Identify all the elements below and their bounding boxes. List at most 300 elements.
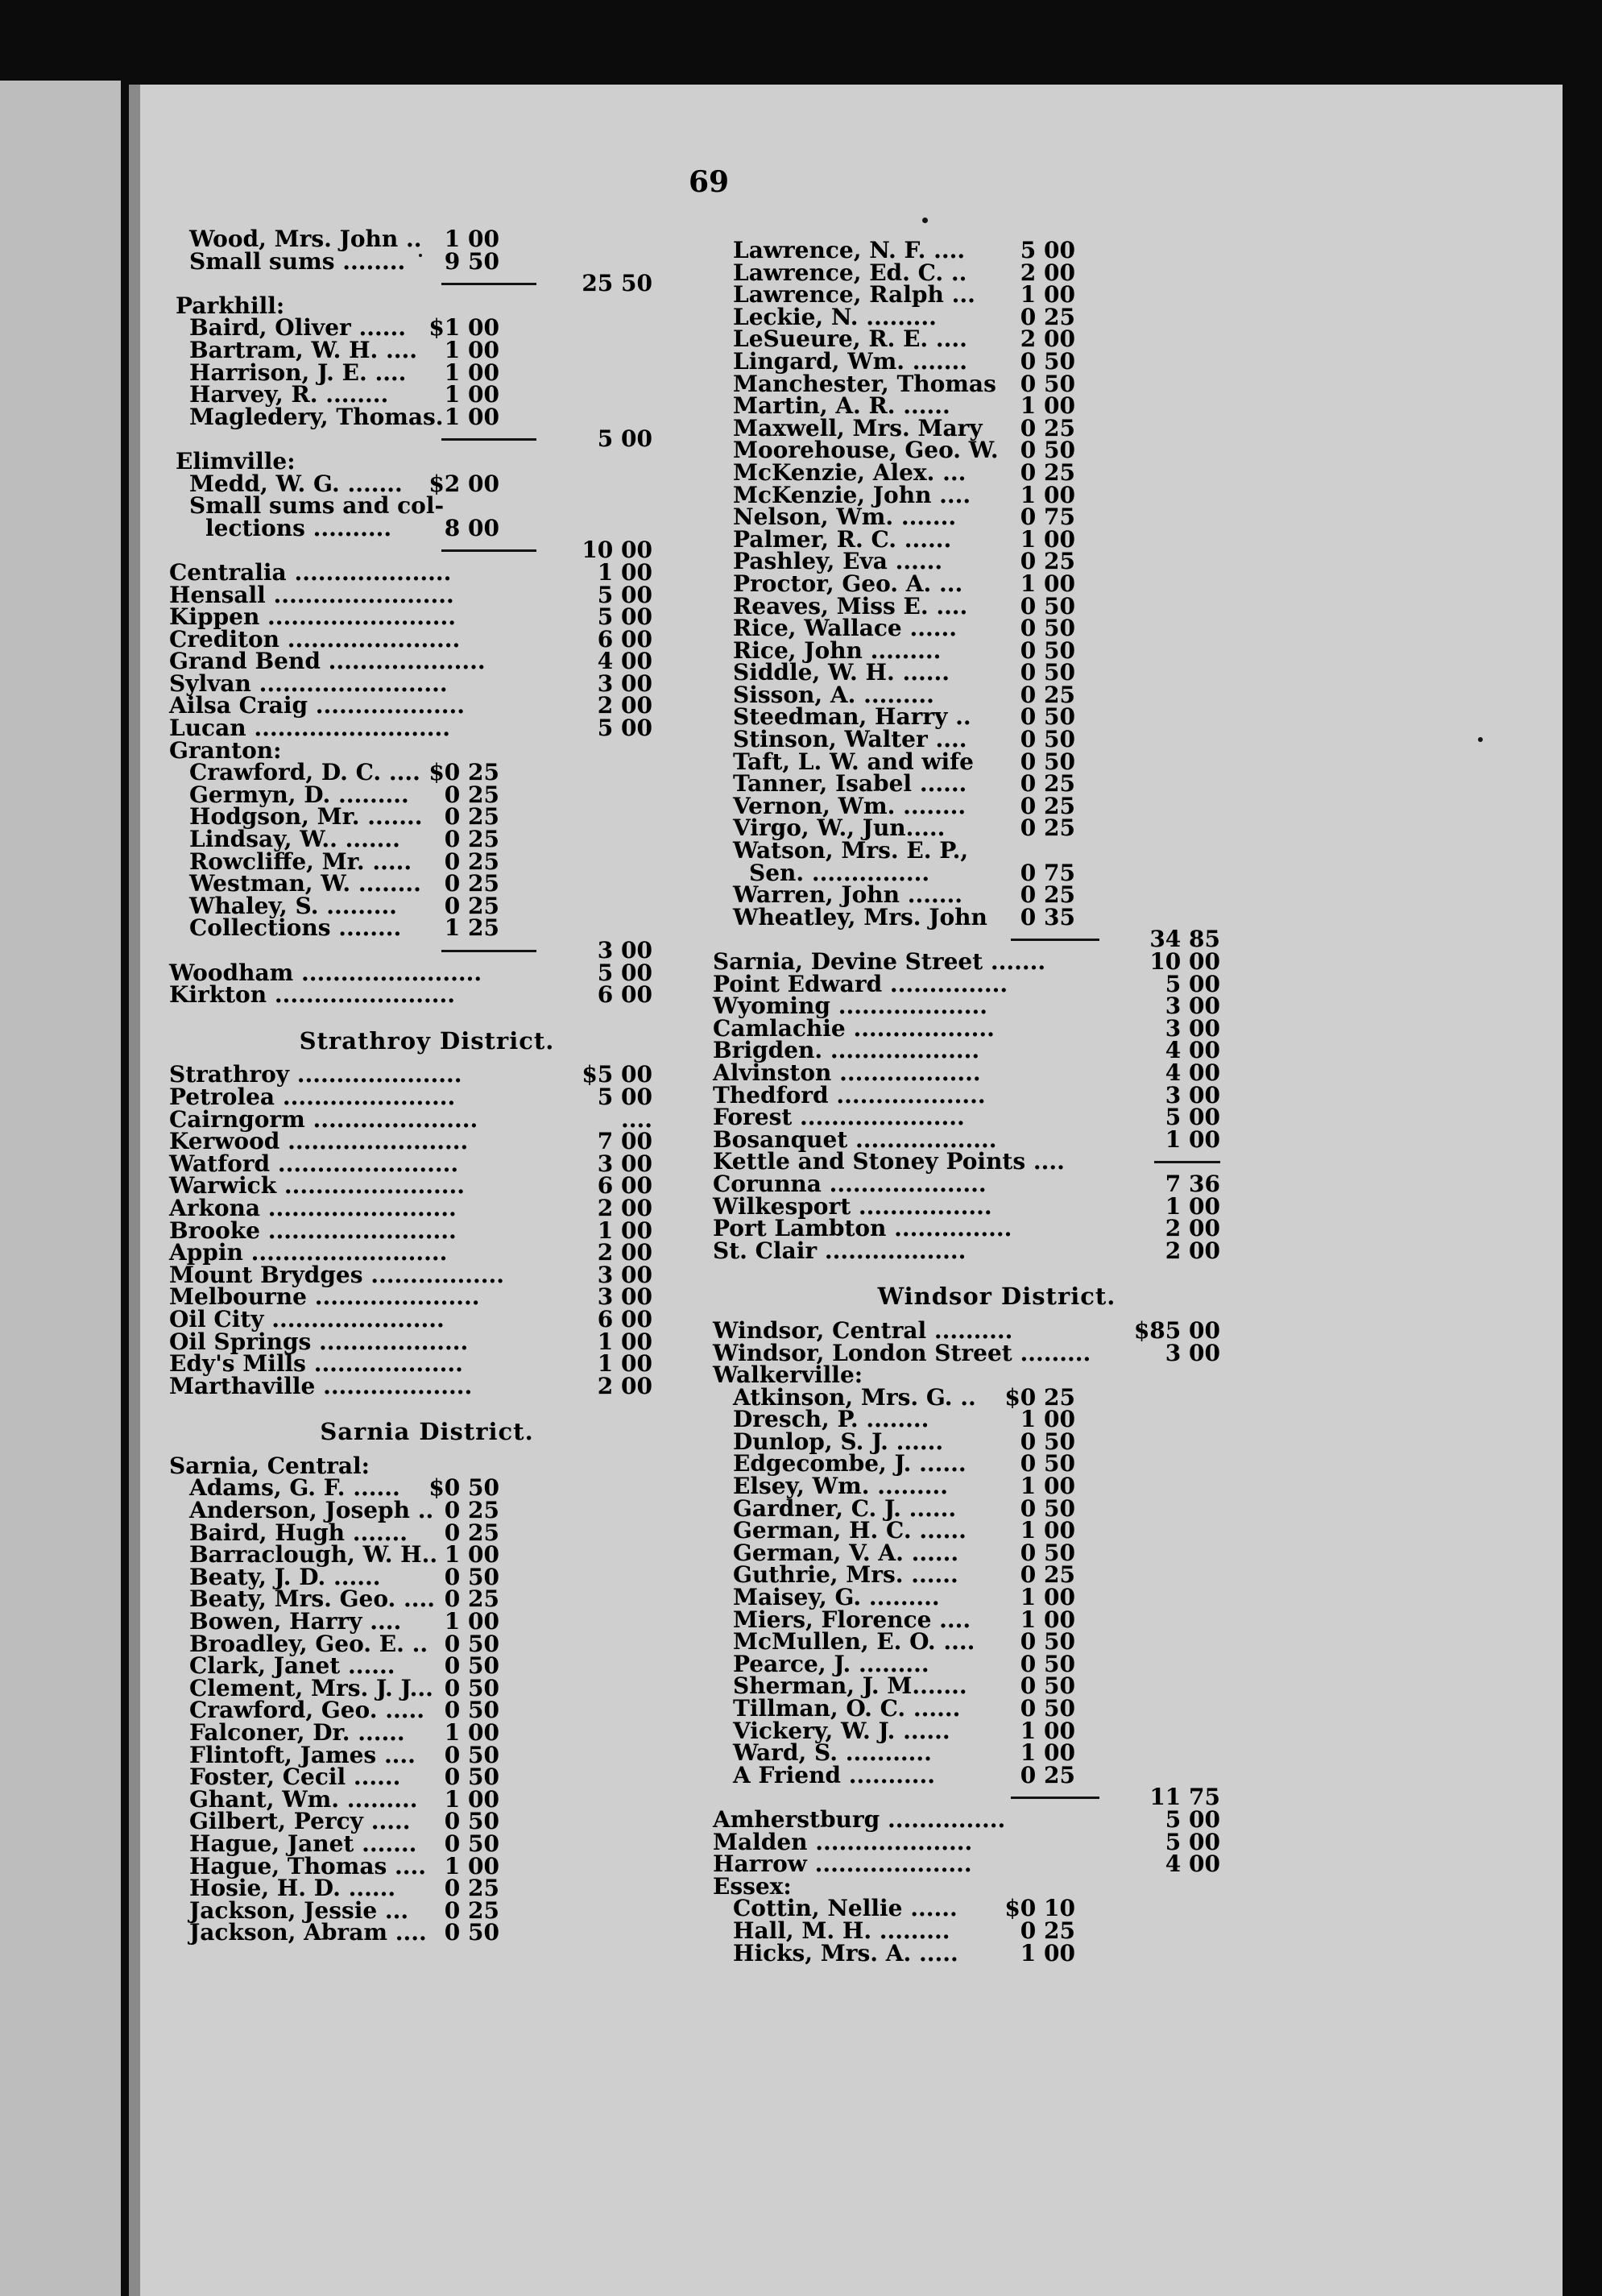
ledger-row xyxy=(169,761,685,784)
entry-name: Clement, Mrs. J. J... xyxy=(189,1674,433,1701)
ledger-row xyxy=(169,1610,685,1633)
entry-amount: 0 50 xyxy=(444,1674,499,1701)
entry-amount: 0 35 xyxy=(1020,903,1075,930)
entry-amount: 9 50 xyxy=(444,247,499,275)
entry-amount: $0 50 xyxy=(428,1474,499,1502)
ledger-row xyxy=(713,1475,1281,1498)
entry-amount: 0 50 xyxy=(1020,1539,1075,1566)
entry-total: 1 00 xyxy=(1165,1192,1220,1220)
entry-amount: 0 25 xyxy=(1020,792,1075,819)
ledger-row xyxy=(713,728,1281,751)
entry-name: Crawford, Geo. ..... xyxy=(189,1697,424,1724)
entry-amount: 0 50 xyxy=(1020,1450,1075,1477)
entry-name: Falconer, Dr. ...... xyxy=(189,1719,405,1746)
entry-name: Miers, Florence .... xyxy=(733,1606,971,1633)
entry-name: Vickery, W. J. ...... xyxy=(733,1717,950,1744)
page-number: 69 xyxy=(689,165,730,199)
entry-name: McKenzie, John .... xyxy=(733,481,971,508)
entry-amount: 0 50 xyxy=(444,1919,499,1946)
ledger-row xyxy=(713,1872,1281,1900)
entry-amount: 0 50 xyxy=(1020,1494,1075,1522)
ledger-row xyxy=(169,247,685,275)
entry-name: Rowcliffe, Mr. ..... xyxy=(189,848,412,875)
entry-amount: 1 00 xyxy=(444,226,499,252)
entry-name: Hague, Janet ....... xyxy=(189,1830,417,1857)
ledger-row xyxy=(713,370,1281,397)
ledger-row xyxy=(713,617,1281,640)
entry-name: Edy's Mills ................... xyxy=(169,1350,463,1378)
ledger-row xyxy=(169,1585,685,1613)
entry-amount: 0 25 xyxy=(1020,770,1075,798)
ledger-row xyxy=(169,336,685,363)
entry-name: Hosie, H. D. ...... xyxy=(189,1875,396,1902)
ledger-row xyxy=(169,1172,685,1200)
entry-name: Ghant, Wm. ......... xyxy=(189,1785,418,1813)
ledger-row xyxy=(169,228,685,251)
entry-name: Beaty, J. D. ...... xyxy=(189,1563,381,1590)
entry-name: Beaty, Mrs. Geo. .... xyxy=(189,1585,436,1613)
entry-name: Ward, S. ........... xyxy=(733,1739,932,1767)
ledger-row xyxy=(713,1939,1281,1967)
entry-name: Adams, G. F. ...... xyxy=(189,1474,400,1502)
entry-total: 4 00 xyxy=(1165,1059,1220,1086)
ledger-row xyxy=(713,239,1281,262)
entry-name: Small sums ........ xyxy=(189,247,406,275)
entry-amount: 1 00 xyxy=(444,1541,499,1569)
entry-name: Whaley, S. ......... xyxy=(189,892,397,919)
ledger-row xyxy=(169,1719,685,1746)
entry-name: Lawrence, N. F. .... xyxy=(733,237,966,263)
entry-amount: 0 25 xyxy=(444,1519,499,1546)
ledger-row xyxy=(713,636,1281,664)
ledger-row xyxy=(713,392,1281,420)
entry-total: 6 00 xyxy=(597,625,652,653)
ink-speck xyxy=(922,218,928,223)
entry-amount: 1 00 xyxy=(1020,481,1075,508)
entry-name: Lucan ......................... xyxy=(169,715,451,742)
ledger-row xyxy=(169,514,685,541)
entry-name: Nelson, Wm. ....... xyxy=(733,504,957,531)
ledger-row xyxy=(713,1539,1281,1566)
ledger-row xyxy=(169,558,685,586)
ledger-row xyxy=(713,1828,1281,1855)
entry-amount: 0 25 xyxy=(1020,681,1075,708)
entry-amount: 0 50 xyxy=(1020,592,1075,620)
ledger-row xyxy=(169,581,685,608)
ledger-row xyxy=(713,1494,1281,1522)
entry-name: Small sums and col- xyxy=(189,492,445,520)
entry-amount: 0 25 xyxy=(1020,1561,1075,1589)
entry-name: Granton: xyxy=(169,736,282,764)
entry-total: 5 00 xyxy=(597,581,652,608)
entry-amount: 0 50 xyxy=(1020,1628,1075,1656)
entry-total: 3 00 xyxy=(1165,1339,1220,1366)
entry-amount: 0 50 xyxy=(1020,1650,1075,1677)
ledger-row xyxy=(713,1150,1281,1173)
ledger-row xyxy=(169,803,685,831)
subtotal-rule xyxy=(1011,939,1099,941)
entry-amount: 2 00 xyxy=(1020,259,1075,286)
entry-total: 10 00 xyxy=(582,537,652,564)
entry-amount: 0 50 xyxy=(1020,615,1075,642)
ledger-row xyxy=(713,748,1281,775)
ledger-row xyxy=(169,603,685,631)
entry-total: 5 00 xyxy=(597,425,652,453)
ledger-row xyxy=(713,703,1281,731)
entry-name: Mount Brydges ................. xyxy=(169,1261,504,1288)
entry-name: Reaves, Miss E. .... xyxy=(733,592,968,620)
entry-name: Rice, Wallace ...... xyxy=(733,615,957,642)
entry-total: 3 00 xyxy=(597,937,652,964)
ledger-row xyxy=(713,1361,1281,1389)
entry-name: St. Clair .................. xyxy=(713,1237,967,1264)
entry-name: Grand Bend .................... xyxy=(169,648,486,675)
entry-amount: 0 25 xyxy=(1020,458,1075,486)
entry-name: Cottin, Nellie ...... xyxy=(733,1895,958,1922)
entry-name: Gilbert, Percy ..... xyxy=(189,1808,411,1835)
ledger-row xyxy=(169,625,685,653)
entry-name: Strathroy ..................... xyxy=(169,1061,462,1088)
ledger-row xyxy=(169,1877,685,1900)
entry-amount: 0 75 xyxy=(1020,504,1075,531)
entry-name: Edgecombe, J. ...... xyxy=(733,1450,967,1477)
ink-speck xyxy=(1478,737,1483,742)
entry-total: 7 36 xyxy=(1165,1170,1220,1197)
entry-amount: 1 00 xyxy=(1020,525,1075,553)
entry-name: Parkhill: xyxy=(176,292,285,319)
entry-total: 11 75 xyxy=(1149,1784,1220,1811)
ledger-row xyxy=(169,1652,685,1680)
entry-amount: 0 50 xyxy=(1020,370,1075,397)
entry-name: Malden .................... xyxy=(713,1828,973,1855)
ledger-row xyxy=(713,439,1281,462)
ledger-row xyxy=(169,492,685,520)
ledger-row xyxy=(169,1130,685,1153)
entry-name: Pashley, Eva ...... xyxy=(733,548,943,575)
ledger-row xyxy=(169,1372,685,1399)
ledger-row xyxy=(169,1763,685,1791)
entry-name: Wood, Mrs. John .. xyxy=(189,226,422,252)
entry-name: Brigden. ................... xyxy=(713,1037,980,1064)
ledger-row xyxy=(169,717,685,740)
entry-total: 6 00 xyxy=(597,1305,652,1332)
entry-total: 2 00 xyxy=(597,1194,652,1221)
ledger-row xyxy=(713,1586,1281,1609)
entry-name: Rice, John ......... xyxy=(733,636,942,664)
entry-name: McMullen, E. O. .... xyxy=(733,1628,975,1656)
entry-name: Elsey, Wm. ......... xyxy=(733,1473,948,1500)
entry-name: Centralia .................... xyxy=(169,558,452,586)
entry-name: Atkinson, Mrs. G. .. xyxy=(733,1383,976,1411)
entry-amount: 0 25 xyxy=(444,1497,499,1524)
entry-name: Moorehouse, Geo. W. xyxy=(733,437,999,464)
ledger-row xyxy=(169,1741,685,1768)
entry-total: 25 50 xyxy=(582,270,652,297)
entry-total: 2 00 xyxy=(597,692,652,719)
subtotal-rule xyxy=(441,950,536,952)
entry-name: Jackson, Abram .... xyxy=(189,1919,427,1946)
entry-name: Sisson, A. ......... xyxy=(733,681,934,708)
ledger-row xyxy=(169,314,685,342)
ledger-row xyxy=(713,1606,1281,1633)
entry-amount: $0 10 xyxy=(1004,1895,1075,1922)
entry-amount: 0 50 xyxy=(444,1741,499,1768)
entry-total: 5 00 xyxy=(597,603,652,631)
entry-name: Marthaville ................... xyxy=(169,1372,473,1399)
ledger-row xyxy=(713,1408,1281,1431)
entry-total: 1 00 xyxy=(597,558,652,586)
ledger-row xyxy=(169,981,685,1009)
ledger-row xyxy=(713,1697,1281,1720)
ledger-row xyxy=(169,403,685,430)
ledger-row xyxy=(169,1150,685,1177)
entry-total: 5 00 xyxy=(1165,1828,1220,1855)
ledger-row xyxy=(713,458,1281,486)
entry-amount: 0 50 xyxy=(1020,659,1075,686)
entry-amount: 0 50 xyxy=(444,1830,499,1857)
entry-amount: 1 00 xyxy=(1020,1517,1075,1544)
subtotal-row xyxy=(713,1786,1281,1809)
entry-amount: 0 25 xyxy=(1020,548,1075,575)
entry-name: Leckie, N. ......... xyxy=(733,303,937,330)
entry-name: Kerwood ....................... xyxy=(169,1128,469,1155)
entry-name: Anderson, Joseph .. xyxy=(189,1497,434,1524)
ledger-row xyxy=(169,1350,685,1378)
entry-amount: 0 25 xyxy=(444,803,499,831)
entry-total: 3 00 xyxy=(1165,1014,1220,1042)
ledger-row xyxy=(713,1316,1281,1344)
entry-total: 1 00 xyxy=(597,1216,652,1244)
entry-name: German, V. A. ...... xyxy=(733,1539,959,1566)
ledger-row xyxy=(169,1699,685,1722)
entry-total: 3 00 xyxy=(597,669,652,697)
entry-amount: 0 50 xyxy=(1020,703,1075,731)
entry-amount: 5 00 xyxy=(1020,237,1075,263)
ledger-row xyxy=(169,1305,685,1332)
district-heading: Sarnia District. xyxy=(320,1418,534,1446)
ledger-row xyxy=(713,1672,1281,1700)
entry-total: 3 00 xyxy=(597,1261,652,1288)
entry-name: Barraclough, W. H.. xyxy=(189,1541,438,1569)
entry-name: Windsor, Central .......... xyxy=(713,1316,1013,1344)
ledger-row xyxy=(169,1563,685,1590)
entry-total: 2 00 xyxy=(597,1239,652,1266)
entry-name: Jackson, Jessie ... xyxy=(189,1896,409,1924)
entry-total: 5 00 xyxy=(1165,1104,1220,1131)
entry-amount: 1 00 xyxy=(1020,392,1075,420)
entry-name: Amherstburg ............... xyxy=(713,1805,1006,1833)
entry-total: .... xyxy=(621,1105,652,1133)
ledger-row xyxy=(713,325,1281,353)
entry-name: Wilkesport ................. xyxy=(713,1192,992,1220)
entry-amount: 1 00 xyxy=(444,1785,499,1813)
entry-amount: 1 00 xyxy=(444,1719,499,1746)
entry-total: 4 00 xyxy=(1165,1037,1220,1064)
entry-name: Hall, M. H. ......... xyxy=(733,1917,950,1944)
entry-total: 5 00 xyxy=(1165,970,1220,997)
entry-amount: 1 00 xyxy=(444,1852,499,1879)
entry-name: Kettle and Stoney Points .... xyxy=(713,1148,1065,1175)
entry-amount: 0 25 xyxy=(444,892,499,919)
entry-name: Watford ....................... xyxy=(169,1150,459,1177)
entry-total: 2 00 xyxy=(1165,1237,1220,1264)
entry-name: Sarnia, Devine Street ....... xyxy=(713,948,1046,975)
district-heading: Strathroy District. xyxy=(299,1026,555,1055)
ledger-row xyxy=(169,1063,685,1086)
entry-name: LeSueure, R. E. .... xyxy=(733,325,967,353)
entry-name: Kippen ........................ xyxy=(169,603,457,631)
entry-name: Hague, Thomas .... xyxy=(189,1852,426,1879)
entry-name: Pearce, J. ......... xyxy=(733,1650,929,1677)
subtotal-row xyxy=(713,928,1281,951)
ledger-row xyxy=(713,303,1281,330)
ledger-row xyxy=(713,1628,1281,1656)
entry-amount: 1 00 xyxy=(1020,281,1075,309)
entry-total: 34 85 xyxy=(1149,926,1220,953)
ledger-row xyxy=(169,669,685,697)
ledger-row xyxy=(169,1105,685,1133)
entry-name: Warren, John ....... xyxy=(733,881,962,909)
entry-total: 6 00 xyxy=(597,981,652,1009)
entry-total: 6 00 xyxy=(597,1172,652,1200)
entry-total: 3 00 xyxy=(597,1283,652,1311)
ledger-row xyxy=(713,1039,1281,1062)
entry-amount: 0 25 xyxy=(1020,814,1075,842)
ledger-row xyxy=(169,1852,685,1879)
entry-amount: 0 50 xyxy=(1020,347,1075,375)
ledger-row xyxy=(169,1261,685,1288)
entry-name: Tillman, O. C. ...... xyxy=(733,1695,961,1722)
ledger-row xyxy=(713,1081,1281,1109)
ledger-row xyxy=(169,694,685,717)
ledger-row xyxy=(713,661,1281,684)
ledger-row xyxy=(713,1339,1281,1366)
entry-amount: 0 50 xyxy=(1020,726,1075,753)
entry-name: Appin ......................... xyxy=(169,1239,448,1266)
entry-amount: 0 25 xyxy=(1020,303,1075,330)
ledger-row xyxy=(713,814,1281,842)
entry-name: Essex: xyxy=(713,1872,792,1900)
entry-name: Harvey, R. ........ xyxy=(189,381,389,408)
entry-amount: 1 00 xyxy=(444,336,499,363)
ledger-row xyxy=(713,347,1281,375)
ledger-row xyxy=(169,1830,685,1857)
entry-total: 5 00 xyxy=(597,959,652,986)
entry-name: Woodham ....................... xyxy=(169,959,482,986)
entry-total: 7 00 xyxy=(597,1128,652,1155)
entry-name: Bowen, Harry .... xyxy=(189,1608,402,1635)
entry-amount: 1 00 xyxy=(444,1608,499,1635)
ledger-row xyxy=(713,481,1281,508)
entry-name: Stinson, Walter .... xyxy=(733,726,967,753)
entry-name: Broadley, Geo. E. .. xyxy=(189,1630,428,1657)
entry-name: Thedford ................... xyxy=(713,1081,986,1109)
entry-amount: $0 25 xyxy=(1004,1383,1075,1411)
entry-amount: 0 50 xyxy=(1020,1695,1075,1722)
entry-total: 4 00 xyxy=(1165,1850,1220,1878)
subtotal-row xyxy=(169,272,685,295)
entry-amount: 0 50 xyxy=(1020,636,1075,664)
entry-amount: 0 50 xyxy=(1020,1672,1075,1700)
entry-name: Port Lambton ............... xyxy=(713,1215,1012,1242)
ledger-row xyxy=(169,828,685,851)
entry-total: 1 00 xyxy=(597,1328,652,1355)
ledger-row xyxy=(169,959,685,986)
ledger-row xyxy=(169,736,685,764)
subtotal-row xyxy=(169,939,685,962)
entry-name: Clark, Janet ...... xyxy=(189,1652,395,1680)
entry-total: 10 00 xyxy=(1149,948,1220,975)
entry-total: $85 00 xyxy=(1133,1316,1220,1344)
ledger-row xyxy=(713,1805,1281,1833)
entry-name: Manchester, Thomas xyxy=(733,370,996,397)
ledger-row xyxy=(169,1328,685,1355)
ledger-row xyxy=(169,1474,685,1502)
entry-name: Magledery, Thomas. xyxy=(189,403,444,430)
entry-name: McKenzie, Alex. ... xyxy=(733,458,967,486)
entry-amount: 0 25 xyxy=(1020,414,1075,441)
entry-amount: 0 50 xyxy=(444,1697,499,1724)
entry-name: Sylvan ........................ xyxy=(169,669,448,697)
page-binding-edge xyxy=(129,85,140,2296)
entry-name: Forest ..................... xyxy=(713,1104,965,1131)
entry-amount: 1 00 xyxy=(1020,1739,1075,1767)
entry-name: Cairngorm ..................... xyxy=(169,1105,478,1133)
entry-name: Crediton ...................... xyxy=(169,625,461,653)
entry-amount: 1 00 xyxy=(444,381,499,408)
entry-name: Germyn, D. ......... xyxy=(189,781,409,808)
entry-name: lections .......... xyxy=(205,514,392,541)
entry-name: Melbourne ..................... xyxy=(169,1283,480,1311)
entry-name: Corunna .................... xyxy=(713,1170,987,1197)
ledger-row xyxy=(713,550,1281,573)
ledger-row xyxy=(169,1194,685,1221)
ledger-row xyxy=(713,259,1281,286)
ledger-row xyxy=(169,1541,685,1569)
entry-name: Kirkton ....................... xyxy=(169,981,456,1009)
entry-name: Wheatley, Mrs. John xyxy=(733,903,987,930)
entry-name: Hicks, Mrs. A. ..... xyxy=(733,1939,958,1967)
entry-amount: 1 00 xyxy=(1020,1406,1075,1433)
entry-name: Lawrence, Ralph ... xyxy=(733,281,975,309)
entry-name: Oil Springs ................... xyxy=(169,1328,469,1355)
entry-name: Tanner, Isabel ...... xyxy=(733,770,967,798)
entry-total: 2 00 xyxy=(597,1372,652,1399)
entry-name: Palmer, R. C. ...... xyxy=(733,525,952,553)
entry-name: Wyoming ................... xyxy=(713,993,987,1020)
ledger-row xyxy=(713,1761,1281,1788)
entry-amount: 0 50 xyxy=(444,1808,499,1835)
entry-amount: 0 25 xyxy=(444,826,499,853)
ledger-row xyxy=(169,1810,685,1833)
entry-name: Arkona ........................ xyxy=(169,1194,457,1221)
entry-name: Lindsay, W.. ....... xyxy=(189,826,400,853)
ledger-row xyxy=(713,414,1281,441)
ledger-row xyxy=(713,1650,1281,1677)
ledger-row xyxy=(713,1106,1281,1129)
entry-amount: 1 25 xyxy=(444,914,499,942)
entry-name: Guthrie, Mrs. ...... xyxy=(733,1561,958,1589)
entry-amount: $1 00 xyxy=(428,314,499,342)
entry-name: Walkerville: xyxy=(713,1361,863,1389)
entry-name: Flintoft, James .... xyxy=(189,1741,416,1768)
ledger-row xyxy=(169,1241,685,1264)
ledger-row xyxy=(169,1674,685,1701)
entry-name: Dunlop, S. J. ...... xyxy=(733,1428,944,1455)
entry-name: Harrison, J. E. .... xyxy=(189,358,407,386)
entry-name: Maisey, G. ......... xyxy=(733,1584,940,1611)
entry-name: Brooke ........................ xyxy=(169,1216,457,1244)
